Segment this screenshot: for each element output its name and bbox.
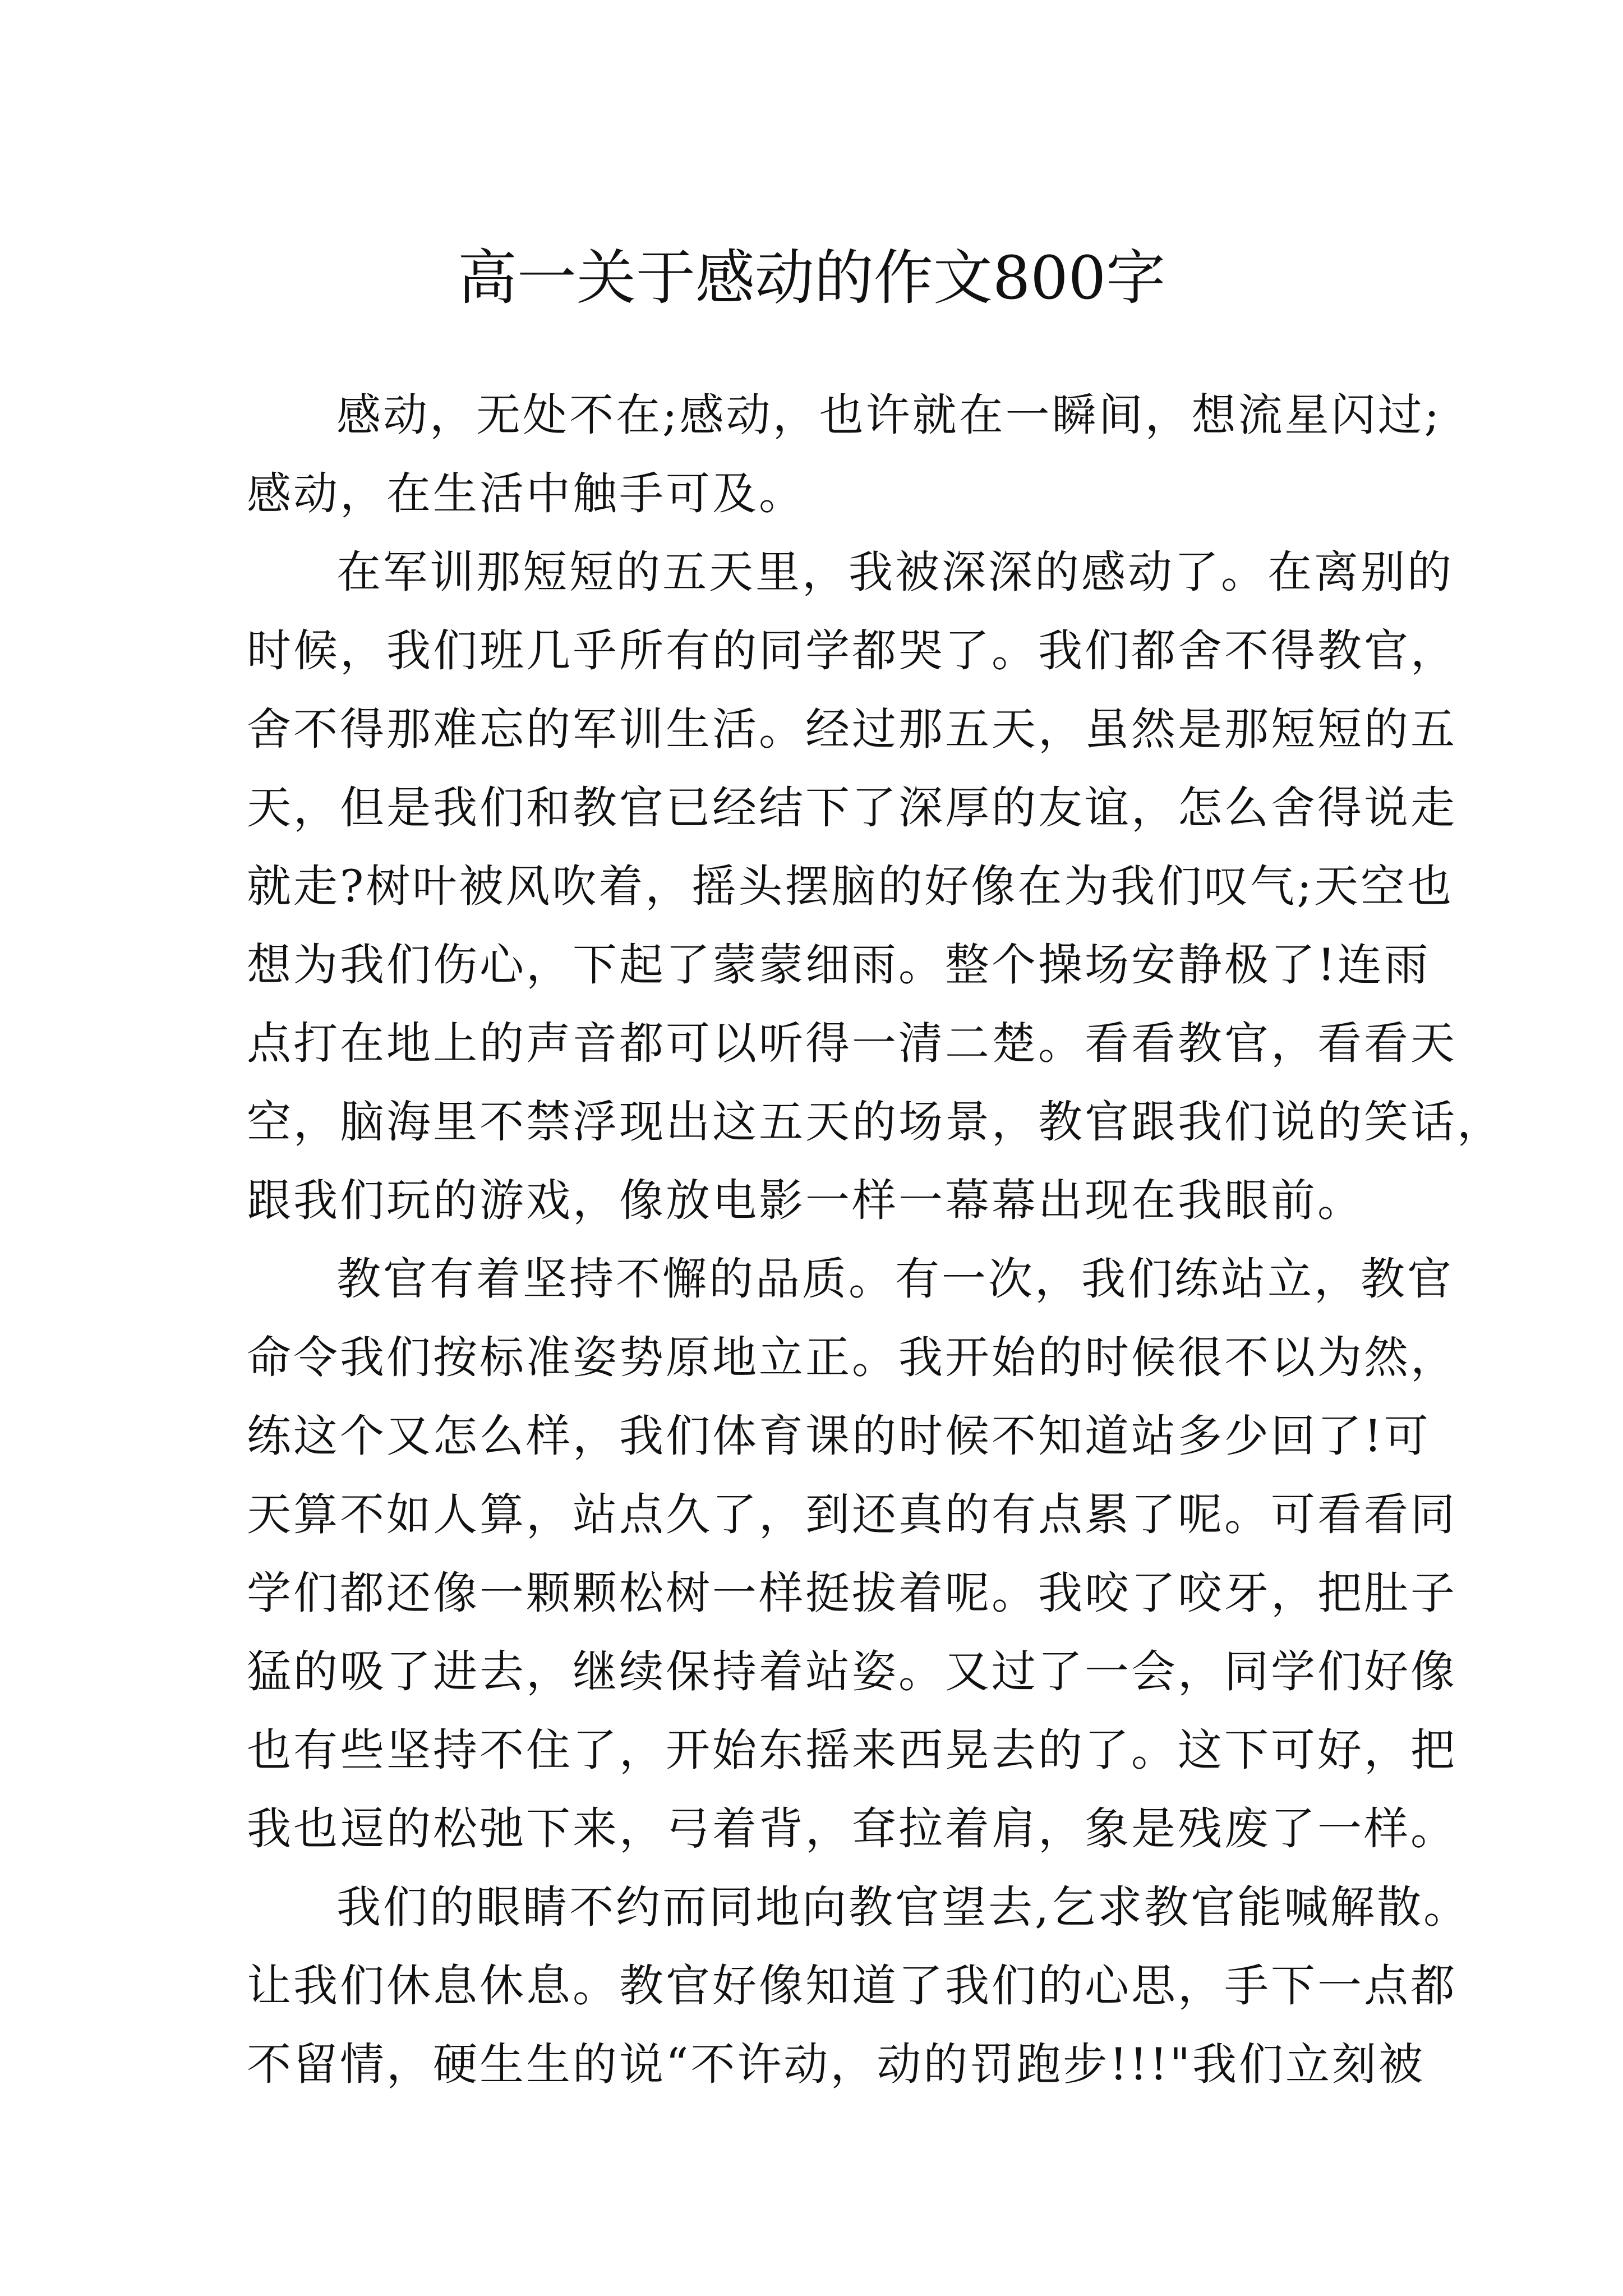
body-line: 空，脑海里不禁浮现出这五天的场景，教官跟我们说的笑话， [247,1096,1504,1148]
document-body [247,376,1504,2104]
body-line: 让我们休息休息。教官好像知道了我们的心思，手下一点都 [247,1960,1457,2012]
body-line: 练这个又怎么样，我们体育课的时候不知道站多少回了!可 [247,1410,1431,1462]
document-title: 高一关于感动的作文800字 [457,243,1166,313]
body-line: 在军训那短短的五天里，我被深深的感动了。在离别的 [336,546,1454,598]
body-line: 我们的眼睛不约而同地向教官望去,乞求教官能喊解散。 [336,1881,1470,1933]
body-line: 就走?树叶被风吹着，摇头摆脑的好像在为我们叹气;天空也 [247,861,1454,912]
body-line: 命令我们按标准姿势原地立正。我开始的时候很不以为然， [247,1332,1457,1383]
body-line: 学们都还像一颗颗松树一样挺拔着呢。我咬了咬牙，把肚子 [247,1567,1457,1619]
body-line: 天，但是我们和教官已经结下了深厚的友谊，怎么舍得说走 [247,782,1457,834]
body-line: 跟我们玩的游戏，像放电影一样一幕幕出现在我眼前。 [247,1175,1364,1226]
body-line: 想为我们伤心，下起了蒙蒙细雨。整个操场安静极了!连雨 [247,939,1431,991]
body-line: 我也逗的松弛下来，弓着背，耷拉着肩，象是残废了一样。 [247,1803,1457,1855]
body-line: 猛的吸了进去，继续保持着站姿。又过了一会，同学们好像 [247,1646,1457,1697]
body-line: 天算不如人算，站点久了，到还真的有点累了呢。可看看同 [247,1489,1457,1540]
body-line: 感动，无处不在;感动，也许就在一瞬间，想流星闪过; [336,389,1442,441]
body-line: 舍不得那难忘的军训生活。经过那五天，虽然是那短短的五 [247,703,1457,755]
body-line: 感动，在生活中触手可及。 [247,468,805,519]
body-line: 也有些坚持不住了，开始东摇来西晃去的了。这下可好，把 [247,1724,1457,1776]
body-line: 教官有着坚持不懈的品质。有一次，我们练站立，教官 [336,1253,1454,1305]
body-line: 点打在地上的声音都可以听得一清二楚。看看教官，看看天 [247,1018,1457,1069]
body-line: 不留情，硬生生的说“不许动，动的罚跑步!!!"我们立刻被 [247,2039,1425,2090]
body-line: 时候，我们班几乎所有的同学都哭了。我们都舍不得教官， [247,625,1457,677]
